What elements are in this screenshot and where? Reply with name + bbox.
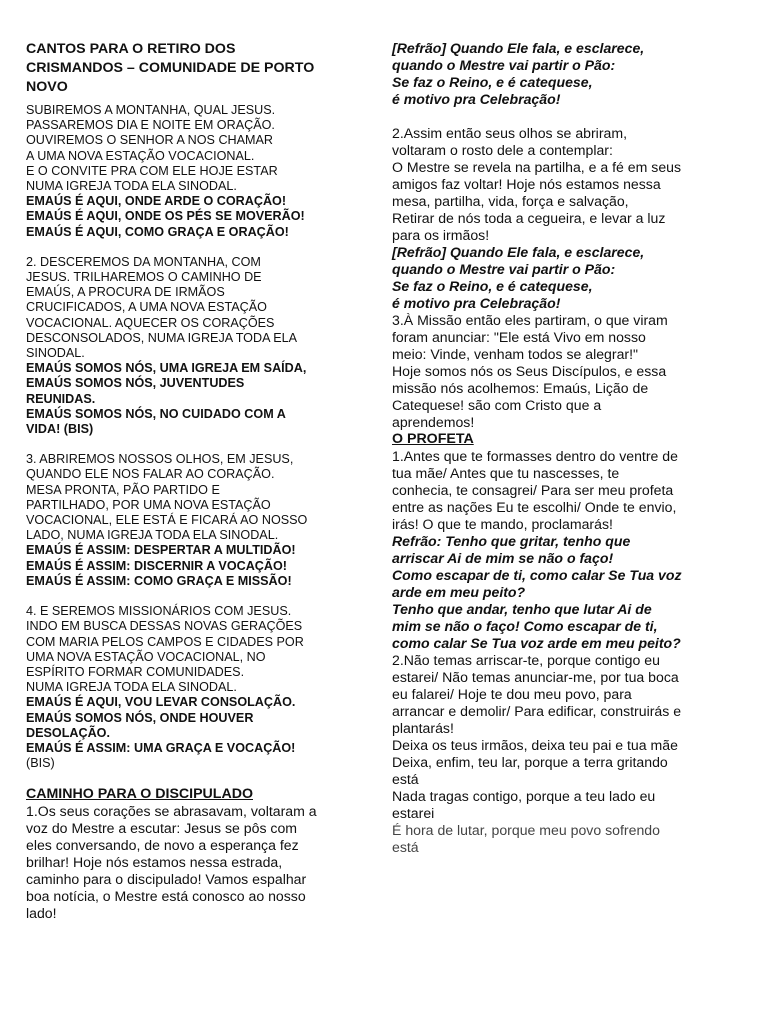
song-caminho <box>26 786 350 922</box>
caminho-heading: CAMINHO PARA O DISCIPULADO <box>26 786 253 803</box>
profeta-verse-1: 1.Antes que te formasses dentro do ventre de tua mãe/ Antes que tu nascesses, te conhecia, te consagrei/ Para ser meu profeta entre as nações Eu te escolhi/ Onde te envio, irás! O que te mando, proclamarás! <box>392 448 678 532</box>
stanza-1-verse: SUBIREMOS A MONTANHA, QUAL JESUS. PASSAREMOS DIA E NOITE EM ORAÇÃO. OUVIREMOS O SENHOR A NOS CHAMAR A UMA NOVA ESTAÇÃO VOCACIONAL. E O CONVITE PRA COM ELE HOJE ESTAR NUMA IGREJA TODA ELA SINODAL. <box>26 103 278 194</box>
stanza-4-chorus: EMAÚS É AQUI, VOU LEVAR CONSOLAÇÃO. EMAÚS SOMOS NÓS, ONDE HOUVER DESOLAÇÃO. EMAÚS É ASSIM: UMA GRAÇA E VOCAÇÃO! <box>26 695 296 755</box>
stanza-4-bis: (BIS) <box>26 756 55 771</box>
song-stanza-4 <box>26 604 350 771</box>
document-title: CANTOS PARA O RETIRO DOS CRISMANDOS – COMUNIDADE DE PORTO NOVO <box>26 41 315 95</box>
stanza-4-verse: 4. E SEREMOS MISSIONÁRIOS COM JESUS. INDO EM BUSCA DESSAS NOVAS GERAÇÕES COM MARIA PELOS CAMPOS E CIDADES POR UMA NOVA ESTAÇÃO VOCACIONAL, NO ESPÍRITO FORMAR COMUNIDADES. NUMA IGREJA TODA ELA SINODAL. <box>26 604 304 695</box>
song-stanza-3 <box>26 452 350 589</box>
left-column <box>26 40 350 922</box>
stanza-1-chorus: EMAÚS É AQUI, ONDE ARDE O CORAÇÃO! EMAÚS É AQUI, ONDE OS PÉS SE MOVERÃO! EMAÚS É AQUI, COMO GRAÇA E ORAÇÃO! <box>26 194 305 239</box>
stanza-3-chorus: EMAÚS É ASSIM: DESPERTAR A MULTIDÃO! EMAÚS É ASSIM: DISCERNIR A VOCAÇÃO! EMAÚS É ASSIM: COMO GRAÇA E MISSÃO! <box>26 543 296 588</box>
profeta-refrain: Refrão: Tenho que gritar, tenho que arriscar Ai de mim se não o faço! Como escapar de ti, como calar Se Tua voz arde em meu peito? Tenho que andar, tenho que lutar Ai de mim se não o faço! Como escapar de ti, como calar Se Tua voz arde em meu peito? <box>392 533 682 651</box>
song-stanza-2 <box>26 255 350 437</box>
profeta-last-lines: É hora de lutar, porque meu povo sofrendo está <box>392 822 660 855</box>
stanza-3-verse: 3. ABRIREMOS NOSSOS OLHOS, EM JESUS, QUANDO ELE NOS FALAR AO CORAÇÃO. MESA PRONTA, PÃO PARTIDO E PARTILHADO, POR UMA NOVA ESTAÇÃO VOCACIONAL, ELE ESTÁ E FICARÁ AO NOSSO LADO, NUMA IGREJA TODA ELA SINODAL. <box>26 452 308 543</box>
caminho-verse-3: 3.À Missão então eles partiram, o que viram foram anunciar: "Ele está Vivo em nosso meio: Vinde, venham todos se alegrar!" Hoje somos nós os Seus Discípulos, e essa missão nós acolhemos: Emaús, Lição de Catequese! são com Cristo que a aprendemos! <box>392 312 668 430</box>
profeta-verse-2: 2.Não temas arriscar-te, porque contigo eu estarei/ Não temas anunciar-me, por tua boca eu falarei/ Hoje te dou meu povo, para arrancar e demolir/ Para edificar, construirás e plantarás! Deixa os teus irmãos, deixa teu pai e tua mãe Deixa, enfim, teu lar, porque a terra gritando está Nada tragas contigo, porque a teu lado eu estarei <box>392 652 682 821</box>
caminho-verse-2: 2.Assim então seus olhos se abriram, voltaram o rosto dele a contemplar: O Mestre se revela na partilha, e a fé em seus amigos faz voltar! Hoje nós estamos nessa mesa, partilha, vida, força e salvação, Retirar de nós toda a cegueira, e levar a luz para os irmãos! <box>392 125 682 243</box>
right-column <box>392 40 722 856</box>
profeta-heading: O PROFETA <box>392 431 474 447</box>
song-stanza-1 <box>26 103 350 240</box>
refrain-1: [Refrão] Quando Ele fala, e esclarece, quando o Mestre vai partir o Pão: Se faz o Reino, e é catequese, é motivo pra Celebração! <box>392 40 645 107</box>
caminho-verse-1: 1.Os seus corações se abrasavam, voltaram a voz do Mestre a escutar: Jesus se pôs com eles conversando, de novo a esperança fez brilhar! Hoje nós estamos nessa estrada, caminho para o discipulado! Vamos espalhar boa notícia, o Mestre está conosco ao nosso lado! <box>26 803 317 922</box>
stanza-2-chorus: EMAÚS SOMOS NÓS, UMA IGREJA EM SAÍDA, EMAÚS SOMOS NÓS, JUVENTUDES REUNIDAS. EMAÚS SOMOS NÓS, NO CUIDADO COM A VIDA! (BIS) <box>26 361 307 437</box>
stanza-2-verse: 2. DESCEREMOS DA MONTANHA, COM JESUS. TRILHAREMOS O CAMINHO DE EMAÚS, A PROCURA DE IRMÃOS CRUCIFICADOS, A UMA NOVA ESTAÇÃO VOCACIONAL. AQUECER OS CORAÇÕES DESCONSOLADOS, NUMA IGREJA TODA ELA SINODAL. <box>26 254 298 361</box>
refrain-2: [Refrão] Quando Ele fala, e esclarece, quando o Mestre vai partir o Pão: Se faz o Reino, e é catequese, é motivo pra Celebração! <box>392 244 645 311</box>
